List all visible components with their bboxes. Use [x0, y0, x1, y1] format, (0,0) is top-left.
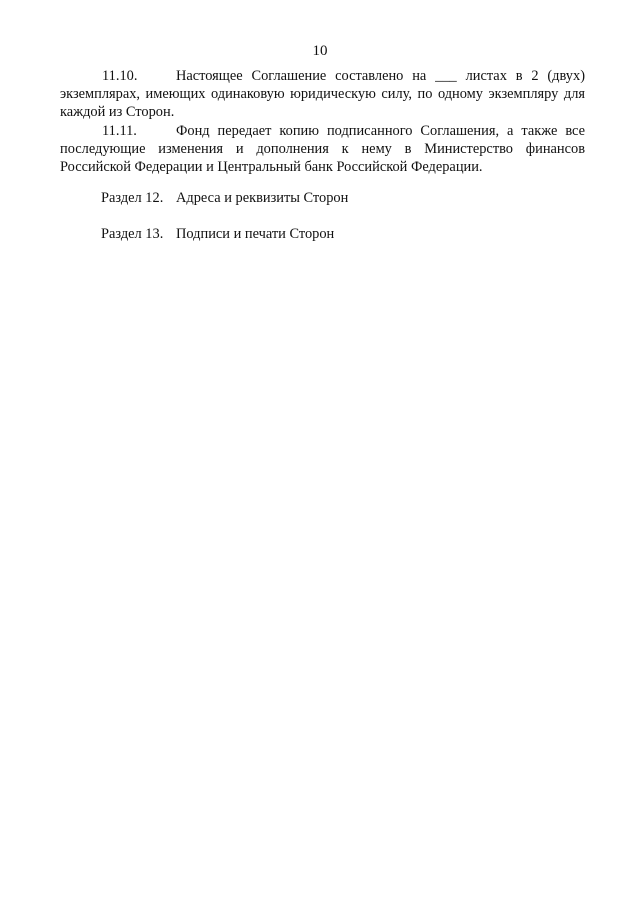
clause-text: Настоящее Соглашение составлено на ___ листах в 2 (двух) экземплярах, имеющих одинаковую юридическую силу, по одному экземпляру для каждой из Сторон. [60, 68, 585, 121]
section-number: Раздел 12. [101, 190, 164, 206]
clause-text: Фонд передает копию подписанного Соглашения, а также все последующие изменения и дополнения к нему в Министерство финансов Российской Федерации и Центральный банк Российской Федерации. [60, 122, 585, 176]
clause-11-11 [60, 122, 585, 177]
page-number: 10 [312, 43, 328, 59]
clause-11-10 [60, 67, 585, 122]
section-title: Адреса и реквизиты Сторон [176, 190, 349, 206]
section-number: Раздел 13. [101, 226, 164, 242]
section-heading-13 [101, 225, 334, 243]
section-title: Подписи и печати Сторон [176, 226, 335, 242]
clause-number: 11.10. [102, 68, 138, 84]
clause-number: 11.11. [102, 122, 137, 139]
section-heading-12 [101, 189, 348, 207]
clauses-block [60, 67, 585, 176]
